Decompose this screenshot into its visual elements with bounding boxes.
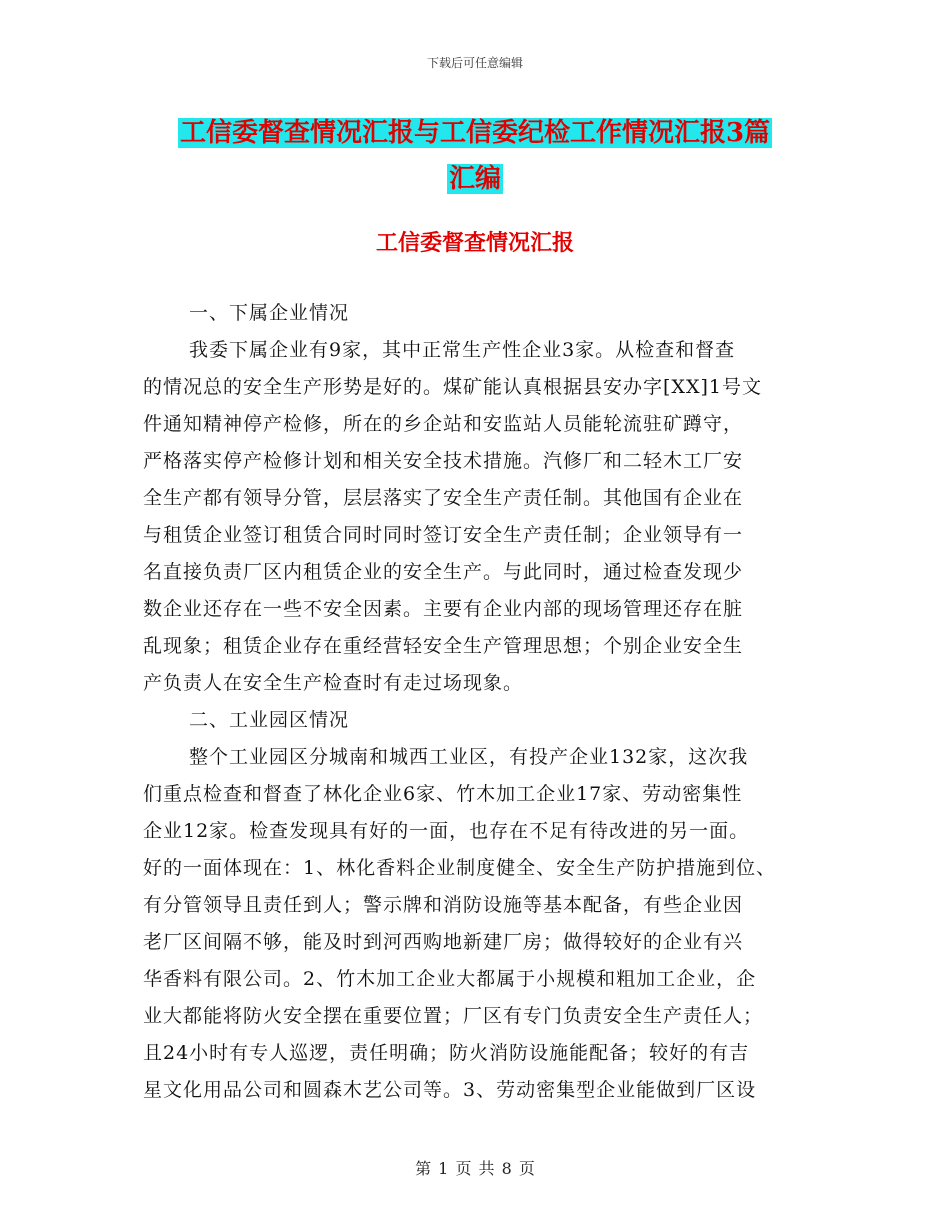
document-title-line-1: 工信委督查情况汇报与工信委纪检工作情况汇报3篇 [179, 118, 771, 148]
section-title: 工信委督查情况汇报 [375, 230, 574, 256]
document-title [0, 110, 950, 202]
body-line: 二、工业园区情况 [189, 709, 350, 731]
body-line: 全生产都有领导分管，层层落实了安全生产责任制。其他国有企业在 [143, 487, 744, 509]
body-line: 星文化用品公司和圆森木艺公司等。3、劳动密集型企业能做到厂区设 [143, 1079, 757, 1101]
body-line: 数企业还存在一些不安全因素。主要有企业内部的现场管理还存在脏 [143, 598, 744, 620]
body-line: 且24小时有专人巡逻，责任明确；防火消防设施能配备；较好的有吉 [143, 1042, 750, 1064]
body-line: 严格落实停产检修计划和相关安全技术措施。汽修厂和二轻木工厂安 [143, 450, 744, 472]
body-line: 的情况总的安全生产形势是好的。煤矿能认真根据县安办字[XX]1号文 [143, 376, 762, 398]
body-line: 件通知精神停产检修，所在的乡企站和安监站人员能轮流驻矿蹲守， [143, 413, 744, 435]
body-line: 有分管领导且责任到人；警示牌和消防设施等基本配备，有些企业因 [143, 894, 744, 916]
body-line: 产负责人在安全生产检查时有走过场现象。 [143, 672, 524, 694]
body-line: 企业12家。检查发现具有好的一面，也存在不足有待改进的另一面。 [143, 820, 750, 842]
body-line: 们重点检查和督查了林化企业6家、竹木加工企业17家、劳动密集性 [143, 783, 743, 805]
body-line: 与租赁企业签订租赁合同时同时签订安全生产责任制；企业领导有一 [143, 524, 744, 546]
body-line: 业大都能将防火安全摆在重要位置；厂区有专门负责安全生产责任人； [143, 1005, 764, 1027]
body-text [143, 295, 823, 1109]
body-line: 一、下属企业情况 [189, 302, 350, 324]
body-line: 好的一面体现在：1、林化香料企业制度健全、安全生产防护措施到位、 [143, 857, 777, 879]
body-line: 我委下属企业有9家，其中正常生产性企业3家。从检查和督查 [189, 339, 736, 361]
body-line: 名直接负责厂区内租赁企业的安全生产。与此同时，通过检查发现少 [143, 561, 744, 583]
body-line: 整个工业园区分城南和城西工业区，有投产企业132家，这次我 [189, 746, 749, 768]
header-note: 下载后可任意编辑 [426, 56, 523, 70]
body-line: 乱现象；租赁企业存在重经营轻安全生产管理思想；个别企业安全生 [143, 635, 744, 657]
body-line: 老厂区间隔不够，能及时到河西购地新建厂房；做得较好的企业有兴 [143, 931, 744, 953]
page-footer: 第 1 页 共 8 页 [415, 1159, 535, 1178]
document-title-line-2: 汇编 [448, 164, 501, 194]
body-line: 华香料有限公司。2、竹木加工企业大都属于小规模和粗加工企业，企 [143, 968, 757, 990]
